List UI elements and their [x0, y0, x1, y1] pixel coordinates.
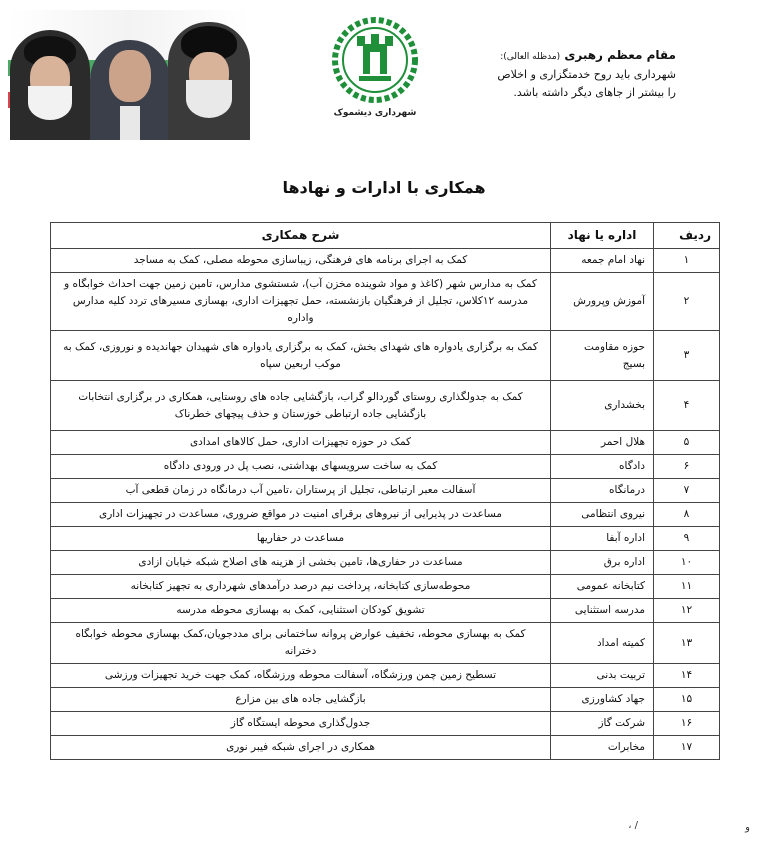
- table-row: [51, 431, 720, 455]
- row-organization: بخشداری: [551, 381, 654, 431]
- row-organization: هلال احمر: [551, 431, 654, 455]
- portrait-center: [90, 40, 170, 140]
- row-organization: درمانگاه: [551, 479, 654, 503]
- municipality-emblem-icon: [329, 14, 421, 106]
- table-row: [51, 688, 720, 712]
- quote-author-line: [456, 46, 676, 66]
- footer-mark-right: و: [745, 822, 750, 833]
- row-description: مساعدت در حفاریها: [51, 527, 551, 551]
- portrait-left: [10, 30, 90, 140]
- row-number: ۱۵: [654, 688, 720, 712]
- row-number: ۱۱: [654, 575, 720, 599]
- row-number: ۲: [654, 273, 720, 331]
- quote-author: مقام معظم رهبری: [564, 48, 676, 62]
- row-organization: اداره برق: [551, 551, 654, 575]
- row-organization: تربیت بدنی: [551, 664, 654, 688]
- row-description: کمک به مدارس شهر (کاغذ و مواد شوینده مخزن آب)، شستشوی مدارس، تامین زمین جهت احداث خوابگاه و مدرسه ۱۲کلاس، تجلیل از فرهنگیان بازنشسته، حمل تجهیزات اداری، بهسازی مسیرهای تردد کلیه مدارس واداره: [51, 273, 551, 331]
- row-description: کمک به بهسازی محوطه، تخفیف عوارض پروانه ساختمانی برای مددجویان،کمک بهسازی محوطه خوابگاه دخترانه: [51, 623, 551, 664]
- row-organization: جهاد کشاورزی: [551, 688, 654, 712]
- table-row: [51, 664, 720, 688]
- footer-mark-left: / ،: [628, 820, 638, 831]
- row-number: ۱۴: [654, 664, 720, 688]
- header-description: شرح همکاری: [51, 223, 551, 249]
- row-description: تشویق کودکان استثنایی، کمک به بهسازی محوطه مدرسه: [51, 599, 551, 623]
- row-description: کمک به برگزاری یادواره های شهدای بخش، کمک به برگزاری یادواره های شهیدان جهاندیده و نوروزی، کمک به موکب اربعین سپاه: [51, 331, 551, 381]
- logo-caption: شهرداری دیشموک: [333, 108, 417, 118]
- row-description: تسطیح زمین چمن ورزشگاه، آسفالت محوطه ورزشگاه، کمک جهت خرید تجهیزات ورزشی: [51, 664, 551, 688]
- table-row: [51, 331, 720, 381]
- row-description: محوطه‌سازی کتابخانه، پرداخت نیم درصد درآمدهای شهرداری به تجهیز کتابخانه: [51, 575, 551, 599]
- row-number: ۱۲: [654, 599, 720, 623]
- page-title: همکاری با ادارات و نهادها: [282, 178, 486, 197]
- letterhead: [0, 0, 768, 150]
- row-description: کمک به اجرای برنامه های فرهنگی، زیباسازی محوطه مصلی، کمک به مساجد: [51, 249, 551, 273]
- row-description: آسفالت معبر ارتباطی، تجلیل از پرستاران ،تامین آب درمانگاه در زمان قطعی آب: [51, 479, 551, 503]
- row-number: ۷: [654, 479, 720, 503]
- row-description: همکاری در اجرای شبکه فیبر نوری: [51, 736, 551, 760]
- row-organization: نهاد امام جمعه: [551, 249, 654, 273]
- table-row: [51, 623, 720, 664]
- row-organization: آموزش وپرورش: [551, 273, 654, 331]
- table-row: [51, 551, 720, 575]
- row-description: کمک در حوزه تجهیزات اداری، حمل کالاهای امدادی: [51, 431, 551, 455]
- leader-quote: [456, 46, 676, 102]
- table-row: [51, 527, 720, 551]
- row-number: ۵: [654, 431, 720, 455]
- header-row-number: ردیف: [654, 223, 720, 249]
- row-organization: مخابرات: [551, 736, 654, 760]
- quote-line-2: را بیشتر از جاهای دیگر داشته باشد.: [513, 86, 676, 99]
- row-description: کمک به جدولگذاری روستای گوردالو گراب، بازگشایی جاده های روستایی، همکاری در برگزاری انتخابات بازگشایی جاده ارتباطی خوزستان و حذف پیچهای خطرناک: [51, 381, 551, 431]
- quote-author-suffix: (مدظله العالی):: [500, 52, 561, 62]
- row-number: ۶: [654, 455, 720, 479]
- table-header-row: [51, 223, 720, 249]
- row-description: جدول‌گذاری محوطه ایستگاه گاز: [51, 712, 551, 736]
- cooperation-table: [50, 222, 720, 760]
- row-organization: شرکت گاز: [551, 712, 654, 736]
- table-row: [51, 249, 720, 273]
- table-row: [51, 736, 720, 760]
- row-description: مساعدت در حفاری‌ها، تامین بخشی از هزینه های اصلاح شبکه خیابان ازادی: [51, 551, 551, 575]
- row-organization: کتابخانه عمومی: [551, 575, 654, 599]
- table-row: [51, 575, 720, 599]
- row-organization: کمیته امداد: [551, 623, 654, 664]
- row-organization: مدرسه استثنایی: [551, 599, 654, 623]
- row-number: ۱: [654, 249, 720, 273]
- row-description: مساعدت در پذیرایی از نیروهای برقرای امنیت در مواقع ضروری، مساعدت در تجهیزات اداری: [51, 503, 551, 527]
- row-number: ۸: [654, 503, 720, 527]
- table-row: [51, 455, 720, 479]
- portrait-right: [168, 22, 250, 140]
- row-description: کمک به ساخت سرویسهای بهداشتی، نصب پل در ورودی دادگاه: [51, 455, 551, 479]
- row-organization: حوزه مقاومت بسیج: [551, 331, 654, 381]
- row-description: بازگشایی جاده های بین مزارع: [51, 688, 551, 712]
- municipality-logo: [326, 14, 424, 134]
- row-organization: دادگاه: [551, 455, 654, 479]
- row-number: ۳: [654, 331, 720, 381]
- table-row: [51, 273, 720, 331]
- header-organization: اداره یا نهاد: [551, 223, 654, 249]
- row-organization: نیروی انتظامی: [551, 503, 654, 527]
- row-number: ۱۳: [654, 623, 720, 664]
- leaders-photo: [8, 10, 250, 140]
- table-row: [51, 381, 720, 431]
- table-row: [51, 599, 720, 623]
- row-number: ۱۰: [654, 551, 720, 575]
- row-organization: اداره آبفا: [551, 527, 654, 551]
- table-row: [51, 503, 720, 527]
- row-number: ۱۷: [654, 736, 720, 760]
- quote-line-1: شهرداری باید روح خدمتگزاری و اخلاص: [497, 68, 676, 81]
- table-row: [51, 712, 720, 736]
- row-number: ۹: [654, 527, 720, 551]
- row-number: ۴: [654, 381, 720, 431]
- table-row: [51, 479, 720, 503]
- row-number: ۱۶: [654, 712, 720, 736]
